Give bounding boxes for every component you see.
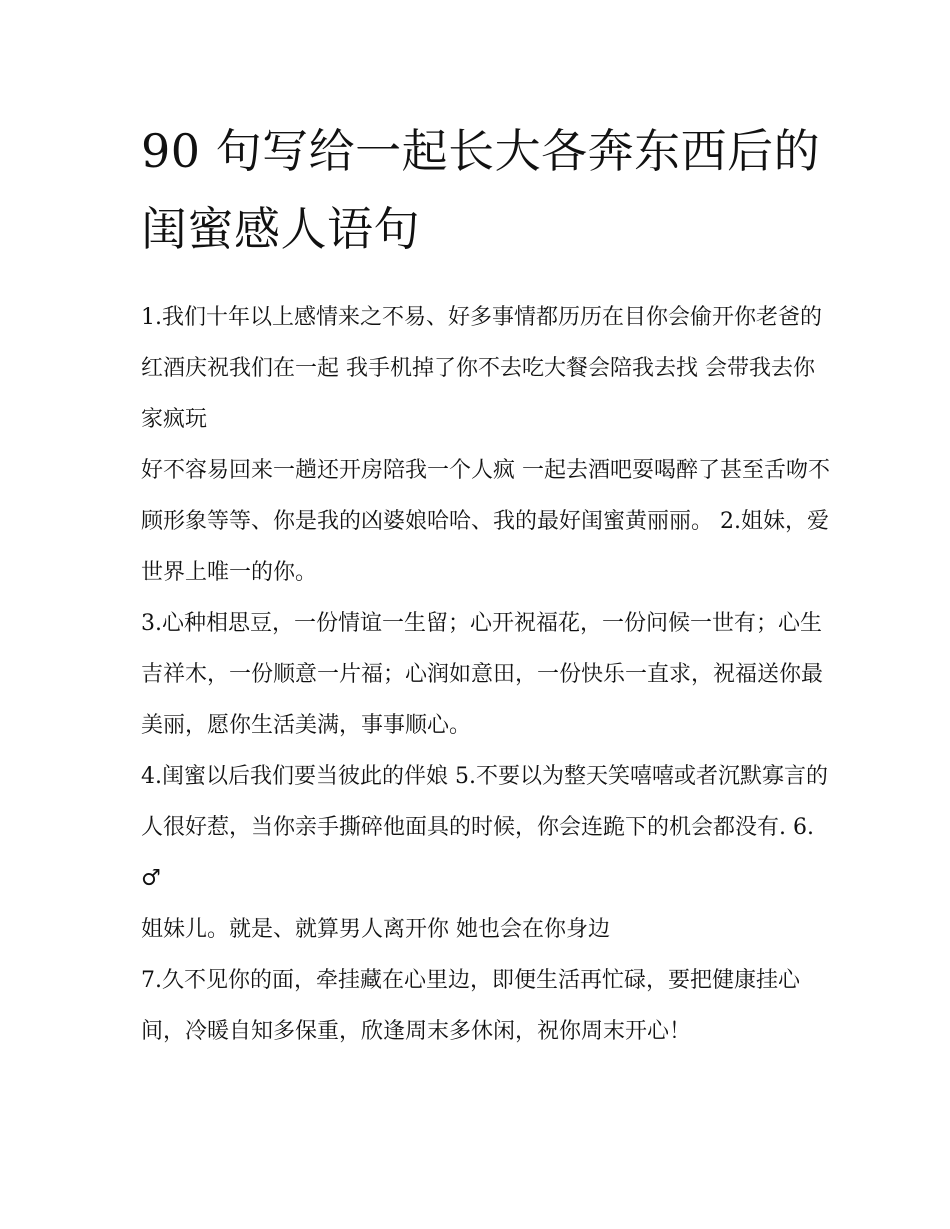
document-title: 90 句写给一起长大各奔东西后的闺蜜感人语句 [141, 124, 821, 256]
document-page [141, 112, 831, 1057]
paragraph-4: 4.闺蜜以后我们要当彼此的伴娘 5.不要以为整天笑嘻嘻或者沉默寡言的人很好惹，当你亲手撕碎他面具的时候，你会连跪下的机会都没有. 6.♂ [141, 764, 828, 891]
paragraph-6: 7.久不见你的面，牵挂藏在心里边，即便生活再忙碌，要把健康挂心间，冷暖自知多保重，欣逢周末多休闲，祝你周末开心！ [141, 968, 800, 1044]
document-body [141, 292, 831, 1057]
paragraph-2: 好不容易回来一趟还开房陪我一个人疯 一起去酒吧耍喝醉了甚至舌吻不顾形象等等、你是我的凶婆娘哈哈、我的最好闺蜜黄丽丽。 2.姐妹，爱世界上唯一的你。 [141, 458, 830, 585]
paragraph-5: 姐妹儿。就是、就算男人离开你 她也会在你身边 [141, 917, 610, 942]
paragraph-3: 3.心种相思豆，一份情谊一生留；心开祝福花，一份问候一世有；心生吉祥木，一份顺意一片福；心润如意田，一份快乐一直求，祝福送你最美丽，愿你生活美满，事事顺心。 [141, 611, 824, 738]
paragraph-1: 1.我们十年以上感情来之不易、好多事情都历历在目你会偷开你老爸的红酒庆祝我们在一起 我手机掉了你不去吃大餐会陪我去找 会带我去你家疯玩 [141, 305, 822, 432]
